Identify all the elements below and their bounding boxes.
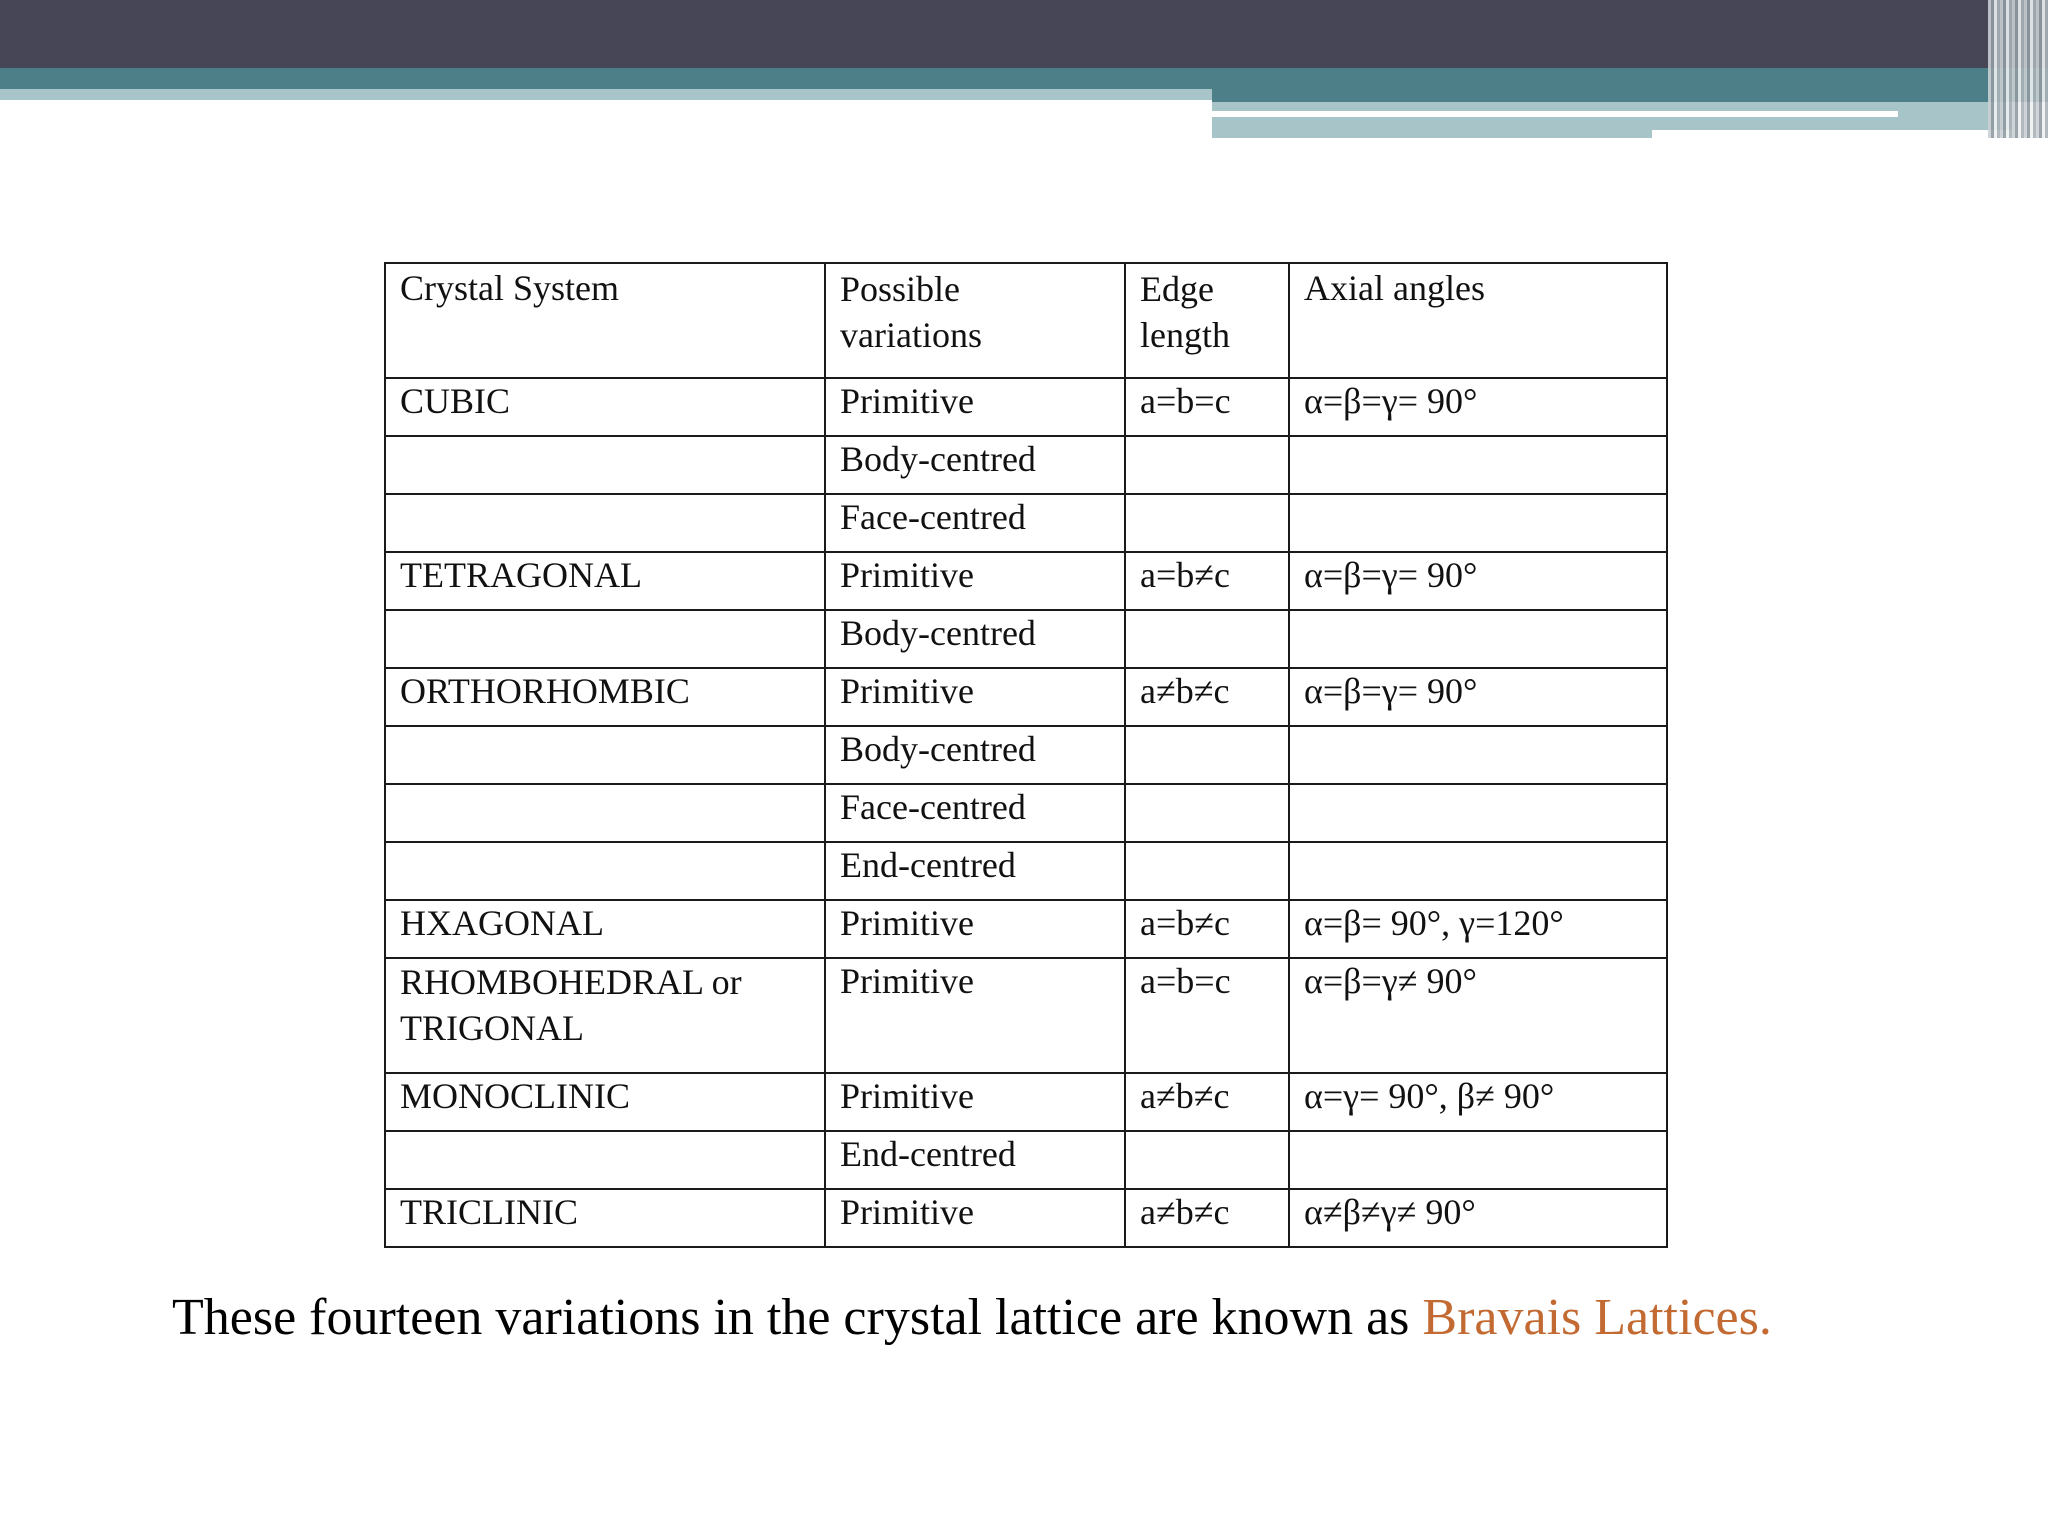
cell-edge [1125, 784, 1289, 842]
cell-variation: Primitive [825, 900, 1125, 958]
caption-text: These fourteen variations in the crystal lattice are known as [172, 1289, 1423, 1346]
header-accent-line-2 [1652, 130, 2012, 138]
table-row [385, 494, 1667, 552]
cell-variation: Primitive [825, 1073, 1125, 1131]
cell-edge [1125, 726, 1289, 784]
cell-variation: Body-centred [825, 610, 1125, 668]
cell-angles [1289, 784, 1667, 842]
table-row [385, 1073, 1667, 1131]
cell-variation: Face-centred [825, 784, 1125, 842]
header-bar-teal-right [1212, 89, 2048, 102]
table-row [385, 784, 1667, 842]
table-row [385, 1189, 1667, 1247]
header-bar-dark [0, 0, 2048, 68]
table-row [385, 378, 1667, 436]
table-row [385, 958, 1667, 1073]
cell-edge [1125, 436, 1289, 494]
crystal-systems-table [384, 262, 1668, 1248]
cell-edge [1125, 1131, 1289, 1189]
cell-system: ORTHORHOMBIC [385, 668, 825, 726]
table-row [385, 1131, 1667, 1189]
cell-variation: Primitive [825, 378, 1125, 436]
cell-angles: α=β=γ= 90° [1289, 552, 1667, 610]
cell-system [385, 726, 825, 784]
cell-system: MONOCLINIC [385, 1073, 825, 1131]
cell-angles [1289, 494, 1667, 552]
cell-angles [1289, 610, 1667, 668]
cell-edge [1125, 610, 1289, 668]
cell-angles: α=β=γ= 90° [1289, 668, 1667, 726]
header-stripes [1988, 0, 2048, 138]
table-row [385, 436, 1667, 494]
cell-angles [1289, 1131, 1667, 1189]
cell-system: TRICLINIC [385, 1189, 825, 1247]
cell-variation: End-centred [825, 1131, 1125, 1189]
cell-edge: a=b=c [1125, 378, 1289, 436]
table-header-row [385, 263, 1667, 378]
cell-edge [1125, 842, 1289, 900]
table-row [385, 552, 1667, 610]
cell-system: CUBIC [385, 378, 825, 436]
table-row [385, 668, 1667, 726]
cell-system [385, 784, 825, 842]
header-edge-length: Edge length [1125, 263, 1289, 378]
cell-variation: Body-centred [825, 726, 1125, 784]
cell-variation: Primitive [825, 668, 1125, 726]
header-axial-angles: Axial angles [1289, 263, 1667, 378]
header-possible-variations: Possible variations [825, 263, 1125, 378]
cell-edge: a≠b≠c [1125, 668, 1289, 726]
table-row [385, 900, 1667, 958]
header-bar-pale-left [0, 89, 1212, 100]
cell-edge: a≠b≠c [1125, 1073, 1289, 1131]
cell-variation: Face-centred [825, 494, 1125, 552]
table-row [385, 726, 1667, 784]
cell-system [385, 494, 825, 552]
cell-angles [1289, 726, 1667, 784]
cell-system [385, 1131, 825, 1189]
cell-angles: α≠β≠γ≠ 90° [1289, 1189, 1667, 1247]
cell-angles: α=β=γ= 90° [1289, 378, 1667, 436]
cell-system: RHOMBOHEDRAL or TRIGONAL [385, 958, 825, 1073]
cell-system [385, 842, 825, 900]
cell-system [385, 610, 825, 668]
cell-variation: Primitive [825, 552, 1125, 610]
header-accent-line [1212, 111, 1898, 117]
cell-variation: Primitive [825, 1189, 1125, 1247]
cell-angles: α=β= 90°, γ=120° [1289, 900, 1667, 958]
cell-edge: a≠b≠c [1125, 1189, 1289, 1247]
cell-variation: End-centred [825, 842, 1125, 900]
cell-angles [1289, 842, 1667, 900]
table-row [385, 842, 1667, 900]
table-row [385, 610, 1667, 668]
cell-variation: Primitive [825, 958, 1125, 1073]
cell-angles [1289, 436, 1667, 494]
caption-highlight: Bravais Lattices. [1422, 1289, 1772, 1346]
cell-edge: a=b≠c [1125, 900, 1289, 958]
cell-edge: a=b≠c [1125, 552, 1289, 610]
cell-edge [1125, 494, 1289, 552]
cell-system: TETRAGONAL [385, 552, 825, 610]
cell-system [385, 436, 825, 494]
cell-angles: α=γ= 90°, β≠ 90° [1289, 1073, 1667, 1131]
cell-angles: α=β=γ≠ 90° [1289, 958, 1667, 1073]
cell-edge: a=b=c [1125, 958, 1289, 1073]
slide-caption [172, 1288, 2022, 1347]
header-bar-teal [0, 68, 2048, 89]
cell-variation: Body-centred [825, 436, 1125, 494]
cell-system: HXAGONAL [385, 900, 825, 958]
header-crystal-system: Crystal System [385, 263, 825, 378]
